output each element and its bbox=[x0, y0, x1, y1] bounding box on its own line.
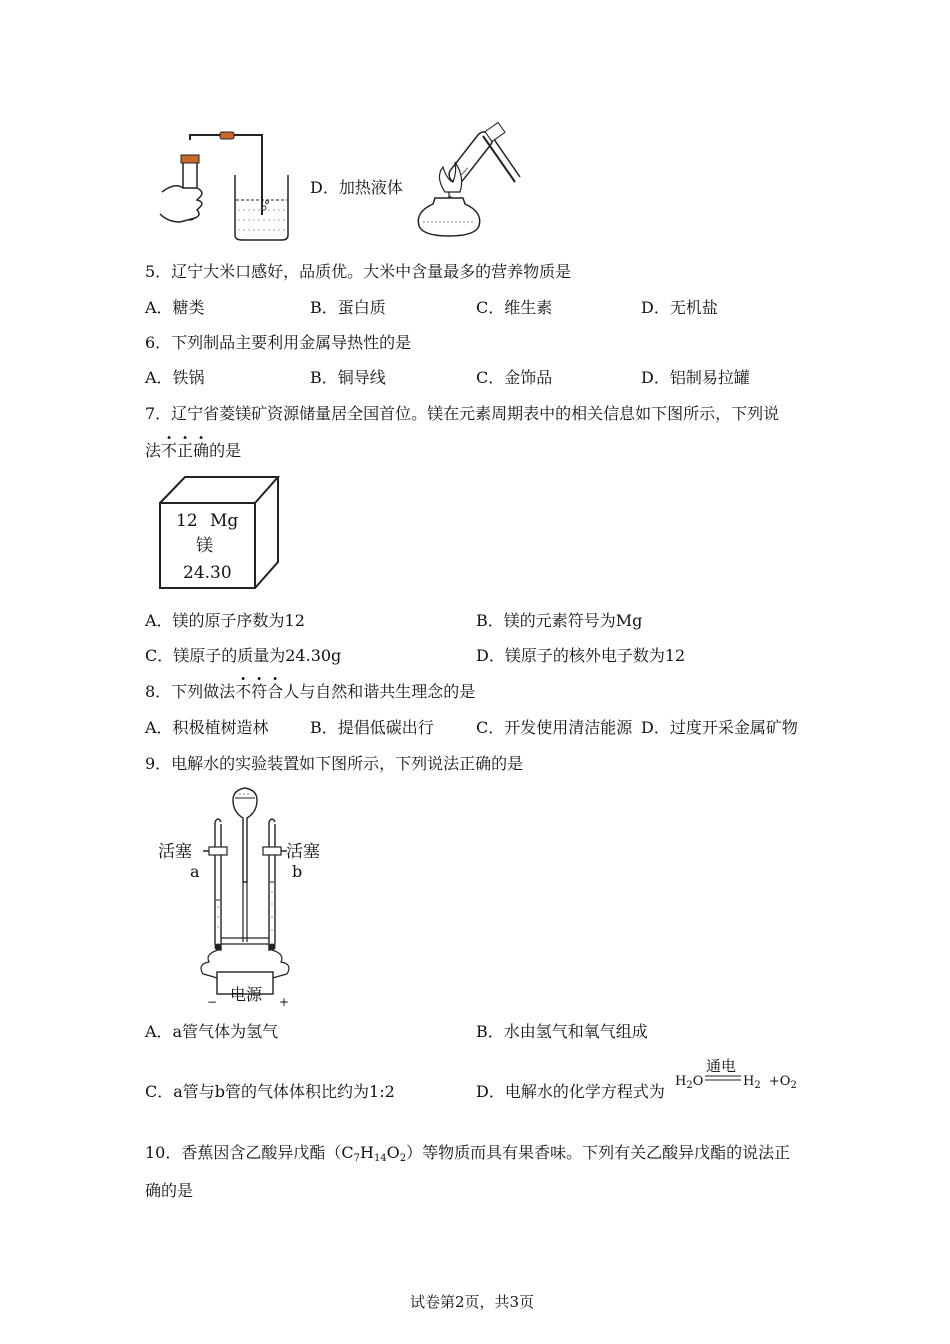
valve-left-label: 活塞 bbox=[158, 842, 192, 862]
power-supply-label: 电源 bbox=[230, 985, 263, 1004]
equation-condition: 通电 bbox=[706, 1057, 737, 1075]
q9-stem: 9．电解水的实验装置如下图所示，下列说法正确的是 bbox=[145, 754, 524, 773]
gas-collection-figure bbox=[150, 130, 300, 245]
element-mass: 24.30 bbox=[183, 563, 232, 583]
q9-option-d: D．电解水的化学方程式为 bbox=[476, 1082, 665, 1101]
q9-option-b: B．水由氢气和氧气组成 bbox=[476, 1022, 648, 1041]
electrolysis-apparatus bbox=[195, 782, 310, 1007]
q8-option-c: C．开发使用清洁能源 bbox=[476, 718, 633, 737]
q7-option-a: A．镁的原子序数为12 bbox=[145, 611, 305, 630]
q6-option-a: A．铁锅 bbox=[145, 368, 205, 387]
power-plus-label: + bbox=[279, 995, 290, 1009]
tube-a-label: a bbox=[190, 862, 200, 881]
tube-b-label: b bbox=[292, 862, 303, 881]
equation-rhs: $H_2 +O_2$ bbox=[743, 1074, 797, 1091]
q8-option-a: A．积极植树造林 bbox=[145, 718, 269, 737]
q4-option-d: D．加热液体 bbox=[310, 178, 403, 197]
q5-stem: 5．辽宁大米口感好，品质优。大米中含量最多的营养物质是 bbox=[145, 262, 572, 281]
q5-option-c: C．维生素 bbox=[476, 298, 553, 317]
heating-liquid-figure bbox=[405, 122, 525, 242]
q5-option-a: A．糖类 bbox=[145, 298, 205, 317]
q5-option-d: D．无机盐 bbox=[641, 298, 718, 317]
q9-option-a: A．a管气体为氢气 bbox=[145, 1022, 279, 1041]
q10-stem-line1: 10．香蕉因含乙酸异戊酯$(C_7H_{14}O_2)$等物质而具有果香味。下列有关乙酸异戊酯的说法正 bbox=[145, 1143, 791, 1164]
power-minus-label: − bbox=[207, 995, 218, 1009]
page-footer: 试卷第2页，共3页 bbox=[410, 1293, 535, 1311]
q7-stem-line1: 7．辽宁省菱镁矿资源储量居全国首位。镁在元素周期表中的相关信息如下图所示，下列说 bbox=[145, 404, 780, 423]
q8-option-d: D．过度开采金属矿物 bbox=[641, 718, 798, 737]
q7-option-d: D．镁原子的核外电子数为12 bbox=[476, 646, 686, 665]
element-name: 镁 bbox=[196, 536, 213, 556]
q6-option-b: B．铜导线 bbox=[310, 368, 386, 387]
q8-stem: 8．下列做法不符合人与自然和谐共生理念的是 bbox=[145, 682, 476, 701]
element-symbol: Mg bbox=[210, 511, 239, 531]
q6-option-d: D．铝制易拉罐 bbox=[641, 368, 750, 387]
q6-stem: 6．下列制品主要利用金属导热性的是 bbox=[145, 333, 412, 352]
q7-option-b: B．镁的元素符号为Mg bbox=[476, 611, 643, 630]
element-number: 12 bbox=[176, 511, 198, 531]
q6-option-c: C．金饰品 bbox=[476, 368, 553, 387]
equation-lhs: $H_2O$ bbox=[675, 1074, 704, 1091]
equation-arrow-lines bbox=[703, 1072, 743, 1084]
q7-stem-line2: 法不正确的是 bbox=[145, 441, 242, 460]
q5-option-b: B．蛋白质 bbox=[310, 298, 386, 317]
q9-option-c: C．a管与b管的气体体积比约为1:2 bbox=[145, 1082, 395, 1101]
valve-right-label: 活塞 bbox=[286, 842, 320, 862]
q7-option-c: C．镁原子的质量为24.30g bbox=[145, 646, 342, 665]
q10-stem-line2: 确的是 bbox=[145, 1181, 194, 1200]
q8-option-b: B．提倡低碳出行 bbox=[310, 718, 434, 737]
